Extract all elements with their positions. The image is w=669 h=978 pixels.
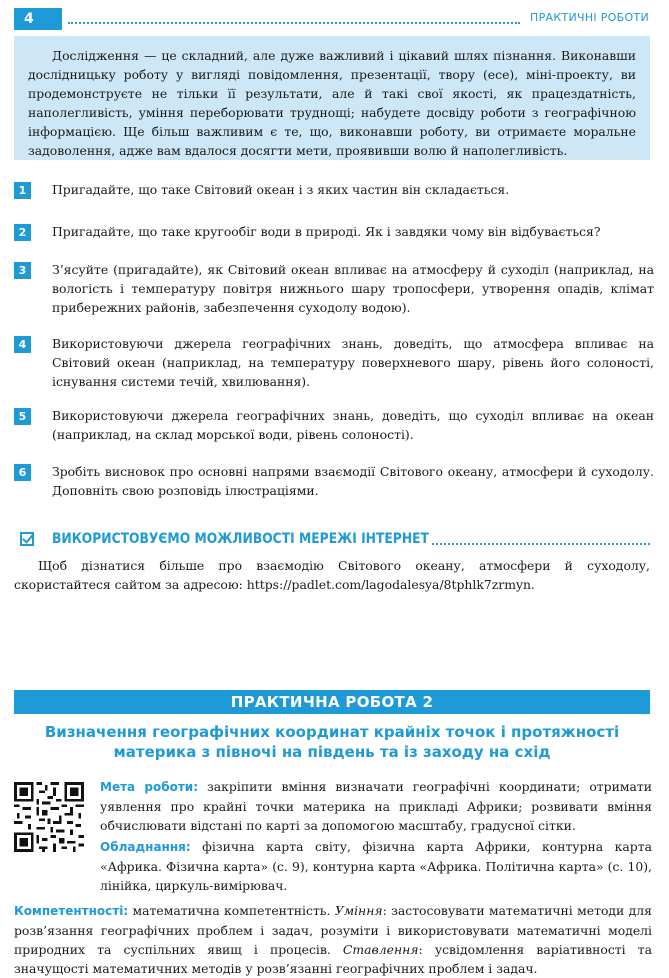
task-text: Використовуючи джерела географічних знань, доведіть, що суходіл впливає на океан (наприклад, на склад морської води, рівень солоності). [52, 408, 654, 442]
section-label: ПРАКТИЧНІ РОБОТИ [530, 11, 649, 24]
task-number: 3 [14, 262, 31, 279]
intro-box: Дослідження — це складний, але дуже важливий і цікавий шлях пізнання. Виконавши дослідницьку роботу у вигляді повідомлення, презентації, твору (есе), міні-проекту, ви продемонструєте не тільки її результати, але й такі свої якості, як працездатність, наполегливість, уміння переборювати труднощі; набудете досвіду роботи з географічною інформацією. Ще більш важливим є те, що, виконавши роботу, ви отримаєте моральне задоволення, адже вам вдалося досягти мети, проявивши волю й наполегливість. [14, 36, 650, 160]
task-text: Використовуючи джерела географічних знань, доведіть, що атмосфера впливає на Світовий океан (наприклад, на температуру поверхневого шару, рівень його солоності, існування системи течій, хвилювання). [52, 336, 654, 389]
internet-text: Щоб дізнатися більше про взаємодію Світового океану, атмосфери й суходолу, скористайтеся сайтом за адресою: https://padlet.com/lagodalesya/8tphlk7zrmyn. [14, 558, 650, 592]
checkbox-icon [20, 532, 34, 546]
task-item [14, 462, 654, 500]
skills-label: Уміння [334, 903, 383, 918]
goal-block [100, 777, 652, 835]
heading-dotted-rule [432, 543, 650, 545]
equipment-text: фізична карта світу, фізична карта Африки, контурна карта «Африка. Фізична карта» (с. 9), контурна карта «Африка. Політична карта» (с. 10), лінійка, циркуль-вимірювач. [100, 839, 652, 893]
task-number: 5 [14, 408, 31, 425]
goal-text: закріпити вміння визначати географічні координати; отримати уявлення про крайні точки материка на прикладі Африки; розвивати вміння обчислювати відстані по карті за допомогою масштабу, градусної сітки. [100, 779, 652, 833]
attitude-text: : усвідомлення варіативності та значущості математичних методів у розв’язанні географічних проблем і задач. [14, 942, 652, 976]
task-text: Пригадайте, що таке кругообіг води в природі. Як і завдяки чому він відбувається? [52, 224, 601, 239]
competence-label: Компетентності: [14, 904, 129, 918]
equipment-label: Обладнання: [100, 840, 191, 854]
task-number: 6 [14, 464, 31, 481]
skills-text: : застосовувати математичні методи для розв’язання географічних проблем і задач, розуміти і використовувати математичні моделі природних та суспільних явищ і процесів. [14, 903, 652, 957]
task-item [14, 222, 654, 241]
qr-code-icon [14, 782, 84, 852]
internet-heading [20, 531, 650, 551]
page-number: 4 [14, 8, 62, 30]
task-item [14, 334, 654, 391]
header-dotted-rule [68, 22, 520, 24]
task-number: 4 [14, 336, 31, 353]
task-number: 1 [14, 182, 31, 199]
task-number: 2 [14, 224, 31, 241]
task-text: Зробіть висновок про основні напрями взаємодії Світового океану, атмосфери й суходолу. Доповніть свою розповідь ілюстраціями. [52, 464, 654, 498]
competence-text: математична компетентність. [132, 903, 331, 918]
practical-work-title: Визначення географічних координат крайніх точок і протяжності материка з півночі на південь та із заходу на схід [44, 723, 620, 761]
task-text: З’ясуйте (пригадайте), як Світовий океан впливає на атмосферу й суходіл (наприклад, на вологість і температуру повітря нижнього шару тропосфери, утворення опадів, клімат прибережних районів, забезпечення суходолу водою). [52, 262, 654, 315]
internet-title: ВИКОРИСТОВУЄМО МОЖЛИВОСТІ МЕРЕЖІ ІНТЕРНЕТ [52, 531, 429, 547]
practical-work-banner: ПРАКТИЧНА РОБОТА 2 [14, 690, 650, 714]
competence-block [14, 901, 652, 978]
task-item [14, 260, 654, 317]
task-text: Пригадайте, що таке Світовий океан і з яких частин він складається. [52, 182, 510, 197]
goal-label: Мета роботи: [100, 780, 199, 794]
task-item [14, 406, 654, 444]
attitude-label: Ставлення [342, 942, 419, 957]
page-header [0, 8, 669, 30]
task-item [14, 180, 654, 199]
equipment-block [100, 837, 652, 895]
